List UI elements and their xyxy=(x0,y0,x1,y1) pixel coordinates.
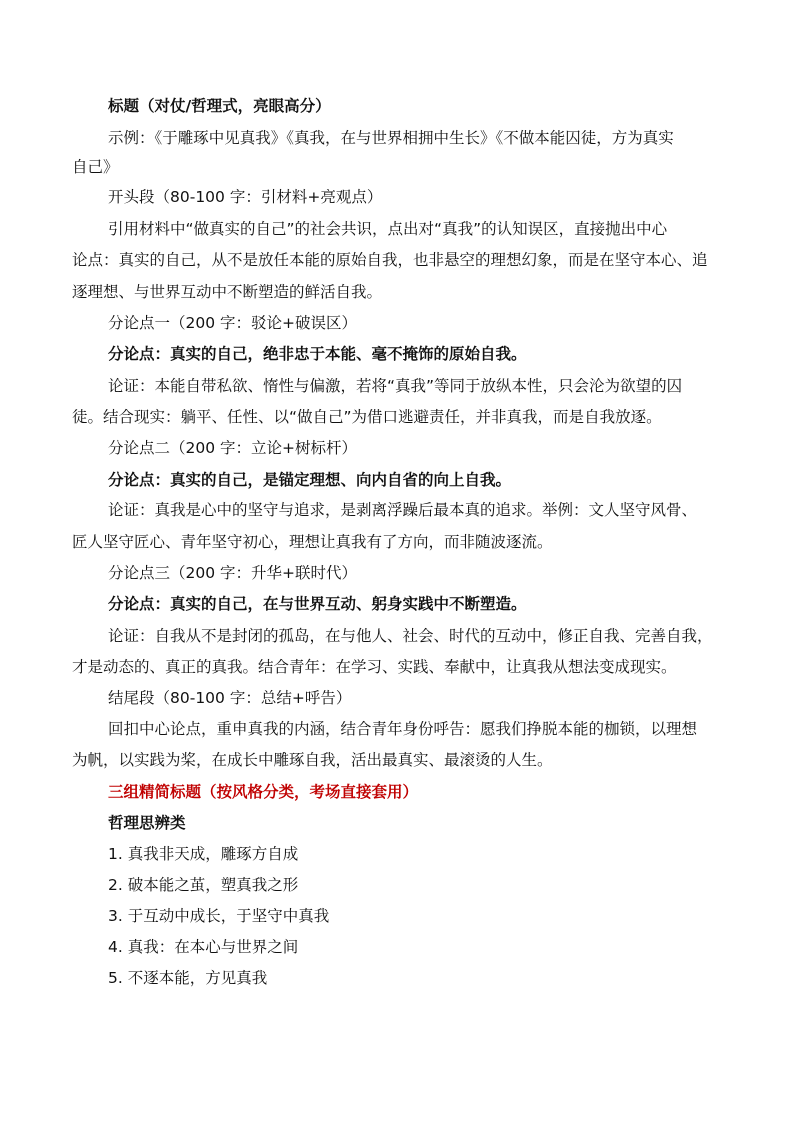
titles-group-heading: 哲理思辨类 xyxy=(108,814,186,832)
point3-argument-line-1: 论证：自我从不是封闭的孤岛，在与他人、社会、时代的互动中，修正自我、完善自我， xyxy=(108,627,713,645)
title-list-item: 5. 不逐本能，方见真我 xyxy=(108,969,268,987)
opening-text-line-1: 引用材料中“做真实的自己”的社会共识，点出对“真我”的认知误区，直接抛出中心 xyxy=(108,220,668,238)
point2-claim: 分论点：真实的自己，是锚定理想、向内自省的向上自我。 xyxy=(108,471,512,489)
title-example-line-1: 示例：《于雕琢中见真我》《真我，在与世界相拥中生长》《不做本能囚徒，方为真实 xyxy=(108,129,674,147)
point3-claim: 分论点：真实的自己，在与世界互动、躬身实践中不断塑造。 xyxy=(108,595,527,613)
point1-argument-line-2: 徒。结合现实：躺平、任性、以“做自己”为借口逃避责任，并非真我，而是自我放逐。 xyxy=(72,408,662,426)
point3-heading: 分论点三（200 字：升华+联时代） xyxy=(108,564,358,582)
ending-heading: 结尾段（80-100 字：总结+呼告） xyxy=(108,689,352,707)
opening-heading: 开头段（80-100 字：引材料+亮观点） xyxy=(108,188,383,206)
point2-argument-line-1: 论证：真我是心中的坚守与追求，是剥离浮躁后最本真的追求。举例：文人坚守风骨、 xyxy=(108,501,698,519)
title-list-item: 4. 真我：在本心与世界之间 xyxy=(108,938,299,956)
titles-section-heading: 三组精简标题（按风格分类，考场直接套用） xyxy=(108,783,419,801)
point1-claim: 分论点：真实的自己，绝非忠于本能、毫不掩饰的原始自我。 xyxy=(108,345,527,363)
title-list-item: 2. 破本能之茧，塑真我之形 xyxy=(108,876,299,894)
point3-argument-line-2: 才是动态的、真正的真我。结合青年：在学习、实践、奉献中，让真我从想法变成现实。 xyxy=(72,658,677,676)
title-section-heading: 标题（对仗/哲理式，亮眼高分） xyxy=(108,97,331,115)
title-example-line-2: 自己》 xyxy=(72,158,119,176)
point2-heading: 分论点二（200 字：立论+树标杆） xyxy=(108,439,358,457)
ending-text-line-2: 为帆，以实践为桨，在成长中雕琢自我，活出最真实、最滚烫的人生。 xyxy=(72,751,553,769)
title-list-item: 3. 于互动中成长，于坚守中真我 xyxy=(108,907,330,925)
title-list-item: 1. 真我非天成，雕琢方自成 xyxy=(108,845,299,863)
ending-text-line-1: 回扣中心论点，重申真我的内涵，结合青年身份呼告：愿我们挣脱本能的枷锁，以理想 xyxy=(108,720,698,738)
point1-argument-line-1: 论证：本能自带私欲、惰性与偏激，若将“真我”等同于放纵本性，只会沦为欲望的囚 xyxy=(108,377,683,395)
opening-text-line-2: 论点：真实的自己，从不是放任本能的原始自我，也非悬空的理想幻象，而是在坚守本心、追 xyxy=(72,251,708,269)
opening-text-line-3: 逐理想、与世界互动中不断塑造的鲜活自我。 xyxy=(72,283,383,301)
point2-argument-line-2: 匠人坚守匠心、青年坚守初心，理想让真我有了方向，而非随波逐流。 xyxy=(72,533,553,551)
point1-heading: 分论点一（200 字：驳论+破误区） xyxy=(108,314,358,332)
